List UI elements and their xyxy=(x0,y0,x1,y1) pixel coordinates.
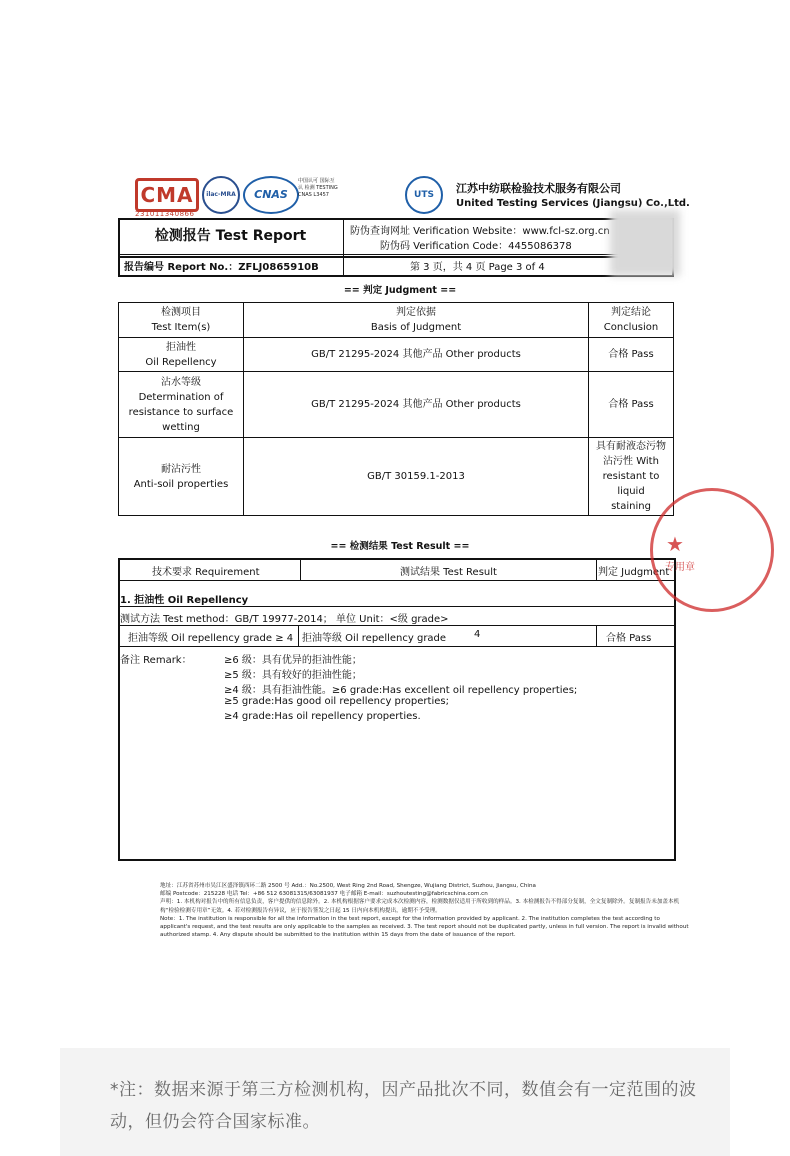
cma-logo: CMA xyxy=(135,178,199,212)
result-divider xyxy=(118,580,674,581)
judgment-title: == 判定 Judgment == xyxy=(343,285,457,296)
result-col-divider xyxy=(596,625,597,646)
basis-cell: GB/T 21295-2024 其他产品 Other products xyxy=(244,372,589,438)
ilac-mra-logo: ilac-MRA xyxy=(202,176,240,214)
test-method: 测试方法 Test method：GB/T 19977-2014； 单位 Unit：<级 grade> xyxy=(120,614,449,625)
judgment-table-header xyxy=(119,303,674,338)
remark-line: ≥5 grade:Has good oil repellency properties; xyxy=(224,696,449,707)
cnas-logo: CNAS xyxy=(243,176,299,214)
verification-code: 防伪码 Verification Code：4455086378 xyxy=(380,241,572,252)
footer-statement-cn: 声明：1. 本机构对报告中的所有信息负责，客户提供的信息除外。2. 本机构根据客户要求完成本次检测内容，检测数据仅适用于所收到的样品。3. 本检测报告不得部分复制，全文复制除外。复制报告未加盖本机构“检验检测专用章”无效。4. 若对检测报告有异议，应于报告签发之日起 15 日内向本机构提出，逾期不予受理。 xyxy=(160,899,680,914)
item-cell: 拒油性 Oil Repellency xyxy=(119,338,244,372)
subheader-divider xyxy=(343,254,344,276)
table-row xyxy=(119,438,674,516)
conclusion-cell: 合格 Pass xyxy=(589,338,674,372)
item-cell: 沾水等级 Determination of resistance to surface wetting xyxy=(119,372,244,438)
result-label: 拒油等级 Oil repellency grade xyxy=(302,633,447,644)
result-divider xyxy=(118,625,674,626)
disclaimer-box xyxy=(60,1048,730,1156)
header-test-item: 检测项目 Test Item(s) xyxy=(119,303,244,338)
cnas-caption: 中国认可 国际互认 检测 TESTING CNAS L3457 xyxy=(298,178,338,198)
remark-label: 备注 Remark： xyxy=(120,655,192,666)
basis-cell: GB/T 21295-2024 其他产品 Other products xyxy=(244,338,589,372)
stamp-star-icon: ★ xyxy=(666,532,684,556)
result-col-divider xyxy=(298,625,299,646)
item-cell: 耐沾污性 Anti-soil properties xyxy=(119,438,244,516)
judgment-table xyxy=(118,302,674,516)
organization-name-en: United Testing Services (Jiangsu) Co.,Ltd. xyxy=(456,198,690,209)
basis-cell: GB/T 30159.1-2013 xyxy=(244,438,589,516)
col-requirement: 技术要求 Requirement xyxy=(152,567,260,578)
report-title: 检测报告 Test Report xyxy=(118,218,344,254)
remark-line: ≥6 级：具有优异的拒油性能； xyxy=(224,655,362,666)
page-info: 第 3 页，共 4 页 Page 3 of 4 xyxy=(410,262,545,273)
cma-number: 231011340866 xyxy=(135,210,195,218)
remark-line: ≥4 grade:Has oil repellency properties. xyxy=(224,711,421,722)
result-value: 4 xyxy=(474,629,481,640)
result-divider xyxy=(118,646,674,647)
report-footer xyxy=(160,882,690,939)
result-col-divider xyxy=(300,558,301,580)
result-col-divider xyxy=(596,558,597,580)
uts-logo: UTS xyxy=(405,176,443,214)
header-basis: 判定依据 Basis of Judgment xyxy=(244,303,589,338)
result-divider xyxy=(118,606,674,607)
result-title: == 检测结果 Test Result == xyxy=(330,541,470,552)
result-judgment: 合格 Pass xyxy=(606,633,652,644)
remark-line: ≥5 级：具有较好的拒油性能； xyxy=(224,670,362,681)
header-conclusion: 判定结论 Conclusion xyxy=(589,303,674,338)
table-row xyxy=(119,338,674,372)
footer-contact: 邮编 Postcode：215228 电话 Tel：+86 512 63081315/63081937 电子邮箱 E-mail：suzhoutesting@fabricschina.com.cn xyxy=(160,891,488,898)
col-judgment: 判定 Judgment xyxy=(598,567,670,578)
verification-website: 防伪查询网址 Verification Website：www.fcl-sz.org.cn xyxy=(350,226,610,237)
report-number: 报告编号 Report No.：ZFLJ0865910B xyxy=(124,262,319,273)
disclaimer-text: *注：数据来源于第三方检测机构，因产品批次不同，数值会有一定范围的波动，但仍会符合国家标准。 xyxy=(110,1080,697,1132)
conclusion-cell: 合格 Pass xyxy=(589,372,674,438)
test-report-document xyxy=(110,170,695,960)
conclusion-cell: 具有耐液态污物 沾污性 With resistant to liquid staining xyxy=(589,438,674,516)
remark-line: ≥4 级：具有拒油性能。≥6 grade:Has excellent oil repellency properties; xyxy=(224,685,578,696)
table-row xyxy=(119,372,674,438)
footer-address: 地址：江苏省苏州市吴江区盛泽镇西环二路 2500 号 Add.：No.2500, West Ring 2nd Road, Shengze, Wujiang District, Suzhou, Jiangsu, China xyxy=(160,883,536,889)
requirement-value: 拒油等级 Oil repellency grade ≥ 4 xyxy=(128,633,294,644)
stamp-text: 专用章 xyxy=(665,562,695,573)
col-test-result: 测试结果 Test Result xyxy=(400,567,497,578)
footer-statement-en: Note：1. The institution is responsible for all the information in the test report, except for the information provided by applicant. 2. The institution completes the test according to applicant's request, and the test results are only applicable to the samples as received. 3. The test report should not be duplicated partly, unless in full version. The report is invalid without authorized stamp. 4. Any dispute should be submitted to the institution within 15 days from the date of issuance of the report. xyxy=(160,915,689,939)
blurred-qr-code xyxy=(610,210,680,276)
result-section-title: 1. 拒油性 Oil Repellency xyxy=(120,595,249,606)
organization-name-cn: 江苏中纺联检验技术服务有限公司 xyxy=(456,182,621,195)
